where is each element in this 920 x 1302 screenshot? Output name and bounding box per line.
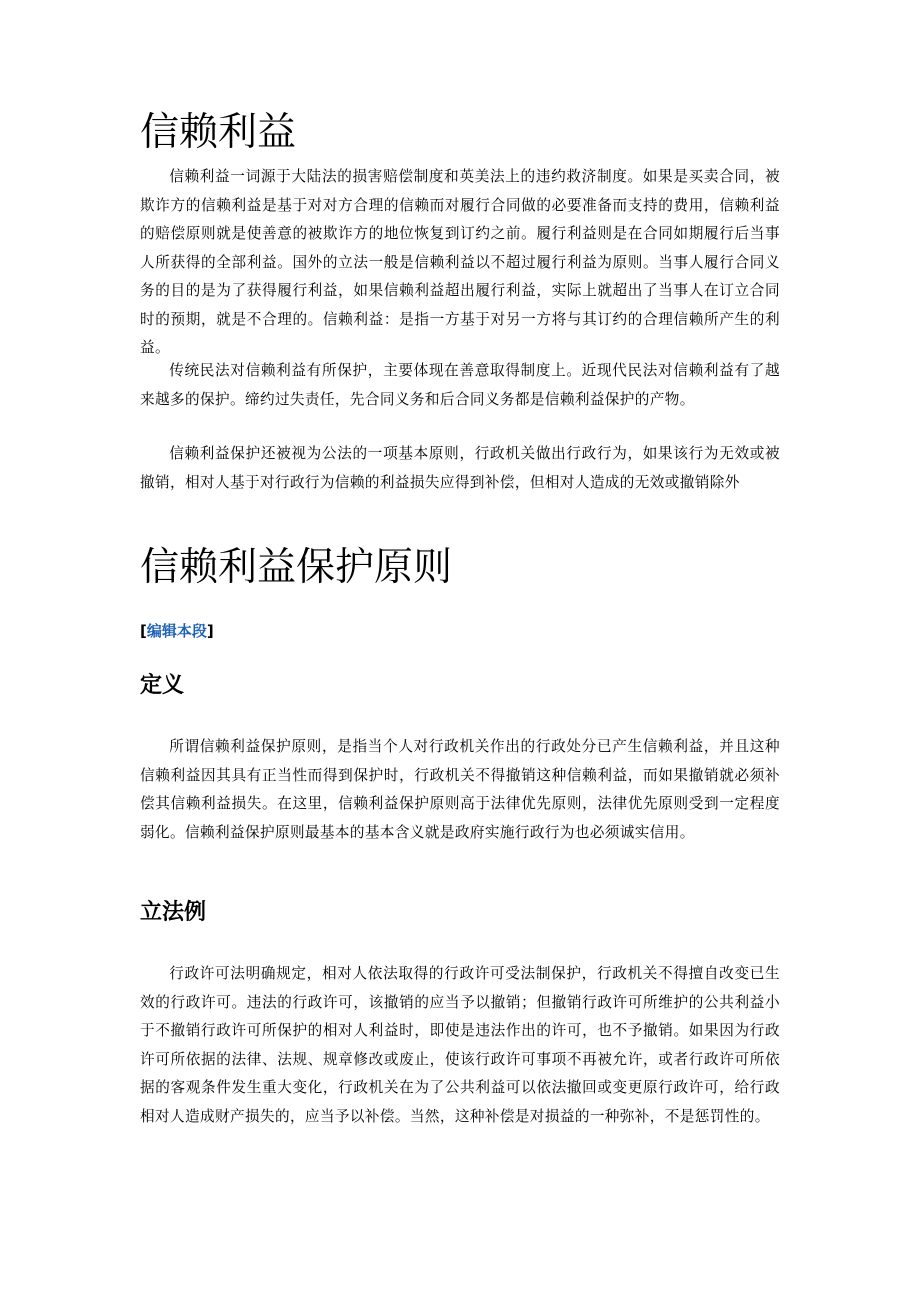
edit-section-link[interactable]: 编辑本段: [146, 622, 207, 640]
definition-paragraph: 所谓信赖利益保护原则，是指当个人对行政机关作出的行政处分已产生信赖利益，并且这种信赖利益因其具有正当性而得到保护时，行政机关不得撤销这种信赖利益，而如果撤销就必须补偿其信赖利益损失。在这里，信赖利益保护原则高于法律优先原则，法律优先原则受到一定程度弱化。信赖利益保护原则最基本的基本含义就是政府实施行政行为也必须诚实信用。: [140, 738, 780, 841]
paragraph-origin: 信赖利益一词源于大陆法的损害赔偿制度和英美法上的违约救济制度。如果是买卖合同，被欺诈方的信赖利益是基于对对方合理的信赖而对履行合同做的必要准备而支持的费用，信赖利益的赔偿原则就是使善意的被欺诈方的地位恢复到订约之前。履行利益则是在合同如期履行后当事人所获得的全部利益。国外的立法一般是信赖利益以不超过履行利益为原则。当事人履行合同义务的目的是为了获得履行利益，如果信赖利益超出履行利益，实际上就超出了当事人在订立合同时的预期，就是不合理的。信赖利益：是指一方基于对另一方将与其订约的合理信赖所产生的利益。: [140, 168, 780, 356]
paragraph-public-law: 信赖利益保护还被视为公法的一项基本原则，行政机关做出行政行为，如果该行为无效或被撤销，相对人基于对行政行为信赖的利益损失应得到补偿，但相对人造成的无效或撤销除外: [140, 445, 780, 491]
edit-close-bracket: ]: [206, 622, 214, 640]
edit-open-bracket: [: [140, 622, 147, 640]
page-title: 信赖利益: [140, 110, 297, 155]
definition-heading: 定义: [140, 673, 185, 698]
paragraph-civil-law: 传统民法对信赖利益有所保护，主要体现在善意取得制度上。近现代民法对信赖利益有了越来越多的保护。缔约过失责任，先合同义务和后合同义务都是信赖利益保护的产物。: [140, 362, 780, 408]
section-title: 信赖利益保护原则: [140, 545, 453, 590]
legislation-paragraph: 行政许可法明确规定，相对人依法取得的行政许可受法制保护，行政机关不得擅自改变已生效的行政许可。违法的行政许可，该撤销的应当予以撤销；但撤销行政许可所维护的公共利益小于不撤销行政许可所保护的相对人利益时，即使是违法作出的许可，也不予撤销。如果因为行政许可所依据的法律、法规、规章修改或废止，使该行政许可事项不再被允许，或者行政许可所依据的客观条件发生重大变化，行政机关在为了公共利益可以依法撤回或变更原行政许可，给行政相对人造成财产损失的，应当予以补偿。当然，这种补偿是对损益的一种弥补，不是惩罚性的。: [140, 965, 780, 1125]
edit-section-link-wrapper: [140, 619, 214, 643]
legislation-heading: 立法例: [140, 900, 207, 925]
